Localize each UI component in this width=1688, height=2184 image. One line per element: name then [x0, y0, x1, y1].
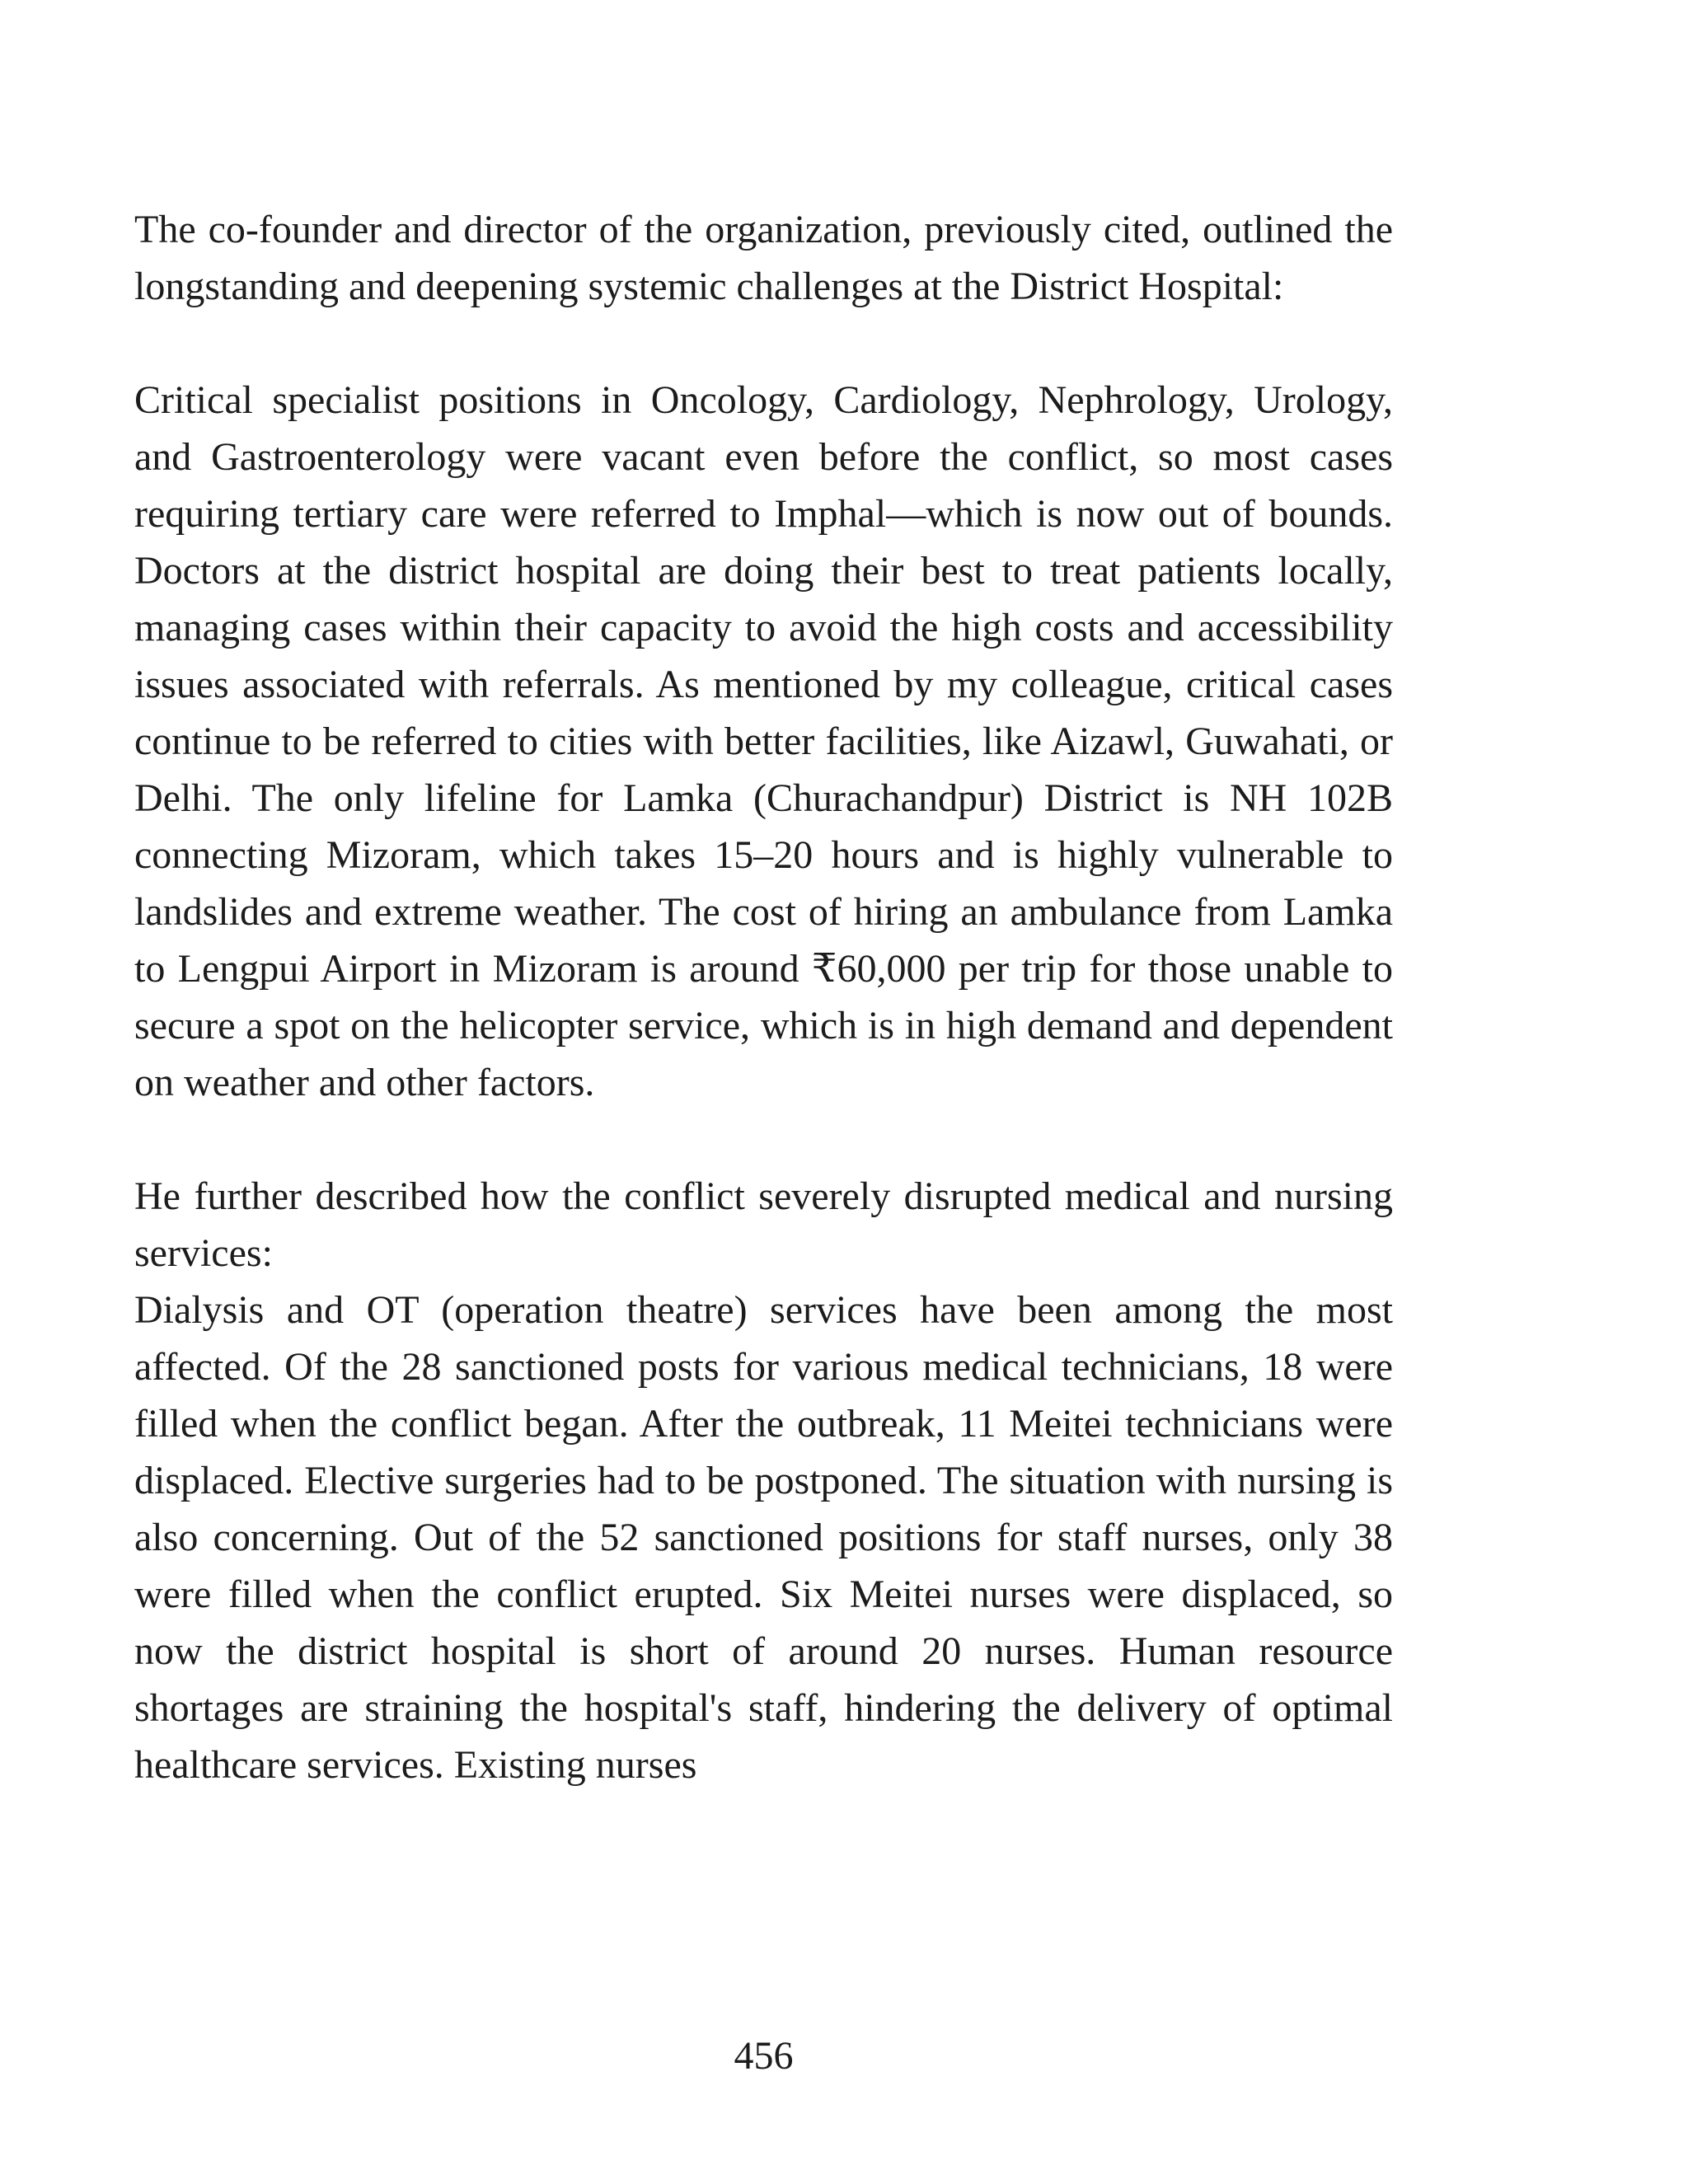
page-number: 456 — [734, 2034, 794, 2078]
paragraph-quote-specialists: Critical specialist positions in Oncology, Cardiology, Nephrology, Urology, and Gastroenterology were vacant even before the conflict, so most cases requiring tertiary care were referred to Imphal—which is now out of bounds. Doctors at the district hospital are doing their best to treat patients locally, managing cases within their capacity to avoid the high costs and accessibility issues associated with referrals. As mentioned by my colleague, critical cases continue to be referred to cities with better facilities, like Aizawl, Guwahati, or Delhi. The only lifeline for Lamka (Churachandpur) District is NH 102B connecting Mizoram, which takes 15–20 hours and is highly vulnerable to landslides and extreme weather. The cost of hiring an ambulance from Lamka to Lengpui Airport in Mizoram is around ₹60,000 per trip for those unable to secure a spot on the helicopter service, which is in high demand and dependent on weather and other factors. — [134, 378, 1393, 1104]
body-text — [134, 201, 1393, 1793]
paragraph-disruption-intro: He further described how the conflict severely disrupted medical and nursing services: — [134, 1174, 1393, 1275]
paragraph-quote-services: Dialysis and OT (operation theatre) services have been among the most affected. Of the 28 sanctioned posts for various medical technicians, 18 were filled when the conflict began. After the outbreak, 11 Meitei technicians were displaced. Elective surgeries had to be postponed. The situation with nursing is also concerning. Out of the 52 sanctioned positions for staff nurses, only 38 were filled when the conflict erupted. Six Meitei nurses were displaced, so now the district hospital is short of around 20 nurses. Human resource shortages are straining the hospital's staff, hindering the delivery of optimal healthcare services. Existing nurses — [134, 1288, 1393, 1787]
paragraph-intro: The co-founder and director of the organization, previously cited, outlined the longstanding and deepening systemic challenges at the District Hospital: — [134, 208, 1393, 308]
